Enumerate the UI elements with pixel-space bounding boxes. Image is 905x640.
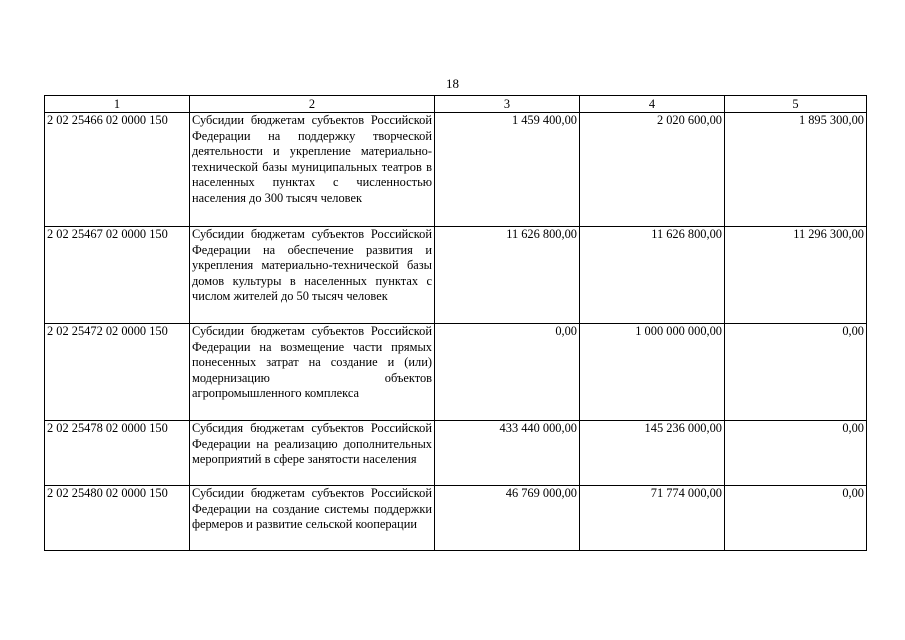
- amount-col-3: 1 459 400,00: [435, 113, 580, 227]
- budget-code: 2 02 25467 02 0000 150: [45, 227, 190, 324]
- description: Субсидия бюджетам субъектов Российской Федерации на реализацию дополнительных мероприятий в сфере занятости населения: [190, 421, 435, 486]
- budget-code: 2 02 25466 02 0000 150: [45, 113, 190, 227]
- table-row: [45, 324, 867, 421]
- page-number: 18: [446, 76, 459, 91]
- amount-col-5: 11 296 300,00: [725, 227, 867, 324]
- header-col-3: 3: [435, 96, 580, 113]
- amount-col-4: 1 000 000 000,00: [580, 324, 725, 421]
- header-col-1: 1: [45, 96, 190, 113]
- table-row: [45, 227, 867, 324]
- amount-col-5: 0,00: [725, 324, 867, 421]
- table-row: [45, 113, 867, 227]
- amount-col-3: 0,00: [435, 324, 580, 421]
- amount-col-3: 46 769 000,00: [435, 486, 580, 551]
- header-row: [45, 96, 867, 113]
- header-col-4: 4: [580, 96, 725, 113]
- amount-col-3: 433 440 000,00: [435, 421, 580, 486]
- description: Субсидии бюджетам субъектов Российской Федерации на поддержку творческой деятельности и укрепление материально-технической базы муниципальных театров в населенных пунктах с численностью населения до 300 тысяч человек: [190, 113, 435, 227]
- amount-col-4: 71 774 000,00: [580, 486, 725, 551]
- amount-col-4: 11 626 800,00: [580, 227, 725, 324]
- table-row: [45, 421, 867, 486]
- amount-col-4: 2 020 600,00: [580, 113, 725, 227]
- budget-code: 2 02 25472 02 0000 150: [45, 324, 190, 421]
- header-col-2: 2: [190, 96, 435, 113]
- budget-code: 2 02 25478 02 0000 150: [45, 421, 190, 486]
- budget-code: 2 02 25480 02 0000 150: [45, 486, 190, 551]
- amount-col-5: 0,00: [725, 421, 867, 486]
- description: Субсидии бюджетам субъектов Российской Федерации на создание системы поддержки фермеров и развитие сельской кооперации: [190, 486, 435, 551]
- amount-col-3: 11 626 800,00: [435, 227, 580, 324]
- amount-col-5: 0,00: [725, 486, 867, 551]
- amount-col-4: 145 236 000,00: [580, 421, 725, 486]
- description: Субсидии бюджетам субъектов Российской Федерации на обеспечение развития и укрепления материально-технической базы домов культуры в населенных пунктах с числом жителей до 50 тысяч человек: [190, 227, 435, 324]
- budget-table: [44, 95, 867, 551]
- amount-col-5: 1 895 300,00: [725, 113, 867, 227]
- description: Субсидии бюджетам субъектов Российской Федерации на возмещение части прямых понесенных затрат на создание и (или) модернизацию объектов агропромышленного комплекса: [190, 324, 435, 421]
- table-row: [45, 486, 867, 551]
- header-col-5: 5: [725, 96, 867, 113]
